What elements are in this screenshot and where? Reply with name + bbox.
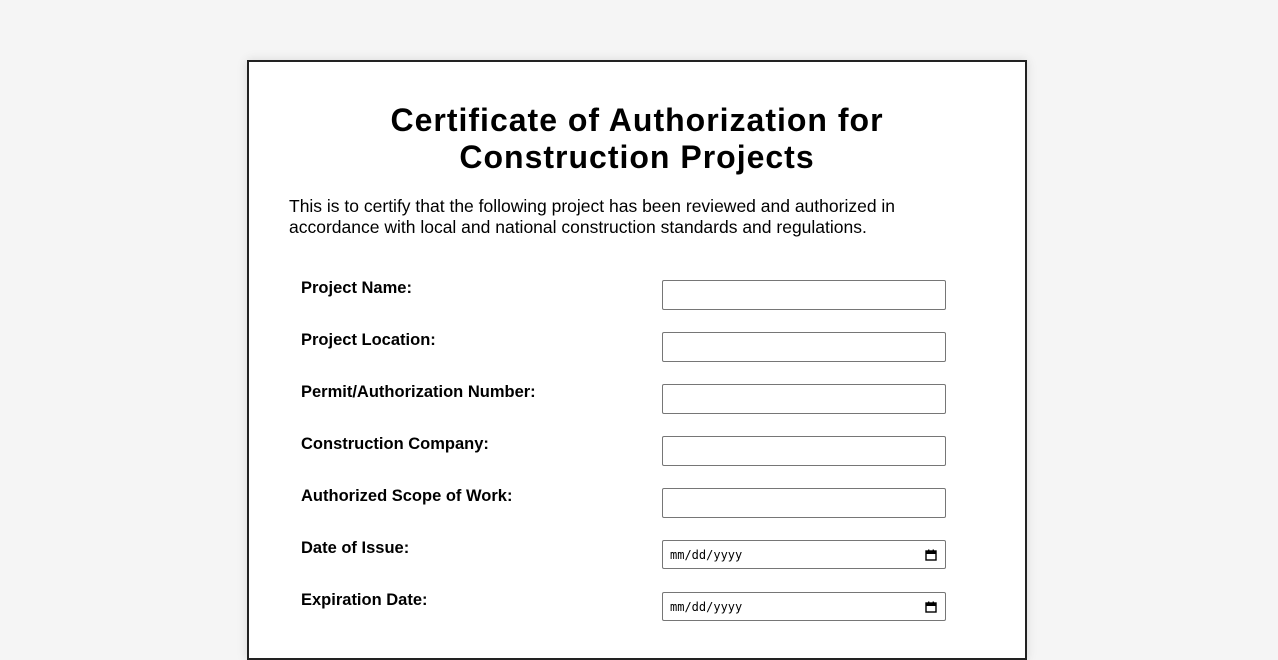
project-location-label: Project Location: — [301, 331, 436, 349]
certificate-intro: This is to certify that the following project has been reviewed and authorized in accordance with local and national construction standards and regulations. — [289, 196, 896, 237]
construction-company-input[interactable] — [662, 436, 946, 466]
certificate-title-line-1: Certificate of Authorization for — [390, 102, 884, 138]
scope-of-work-label: Authorized Scope of Work: — [301, 487, 513, 505]
construction-company-row — [301, 436, 946, 466]
permit-number-input[interactable] — [662, 384, 946, 414]
date-of-issue-label: Date of Issue: — [301, 539, 410, 557]
expiration-date-placeholder: mm/dd/yyyy — [670, 599, 743, 614]
permit-number-label: Permit/Authorization Number: — [301, 383, 536, 401]
calendar-icon[interactable] — [925, 601, 937, 613]
calendar-icon[interactable] — [925, 549, 937, 561]
scope-of-work-row — [301, 488, 946, 518]
expiration-date-row — [301, 592, 946, 622]
date-of-issue-row — [301, 540, 946, 570]
certificate-card — [247, 60, 1027, 660]
certificate-title — [249, 102, 1025, 176]
project-location-input[interactable] — [662, 332, 946, 362]
project-location-row — [301, 332, 946, 362]
certificate-title-line-2: Construction Projects — [459, 139, 815, 175]
construction-company-label: Construction Company: — [301, 435, 489, 453]
date-of-issue-input[interactable] — [662, 540, 946, 569]
permit-number-row — [301, 384, 946, 414]
scope-of-work-input[interactable] — [662, 488, 946, 518]
project-name-input[interactable] — [662, 280, 946, 310]
project-name-label: Project Name: — [301, 279, 412, 297]
expiration-date-input[interactable] — [662, 592, 946, 621]
project-name-row — [301, 280, 946, 310]
date-of-issue-placeholder: mm/dd/yyyy — [670, 547, 743, 562]
expiration-date-label: Expiration Date: — [301, 591, 428, 609]
